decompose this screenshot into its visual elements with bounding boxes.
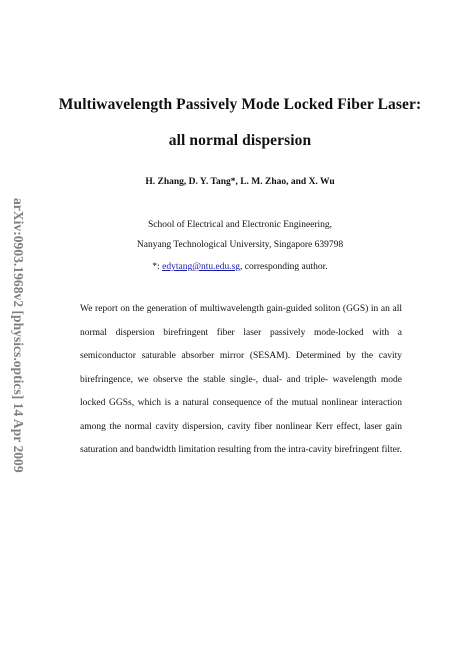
author-list: H. Zhang, D. Y. Tang*, L. M. Zhao, and X. Wu — [145, 177, 335, 187]
abstract-text: We report on the generation of multiwavelength gain-guided soliton (GGS) in an all normal dispersion birefringent fiber laser passively mode-locked with a semiconductor saturable absorber mirror (SESAM). Determined by the cavity birefringence, we observe the stable single-, dual- and triple- wavelength mode locked GGSs, which is a natural consequence of the mutual nonlinear interaction among the normal cavity dispersion, cavity fiber nonlinear Kerr effect, laser gain saturation and bandwidth limitation resulting from the intra-cavity birefringent filter. — [80, 304, 402, 455]
paper-title-line-1: Multiwavelength Passively Mode Locked Fiber Laser: — [58, 96, 422, 113]
paper-title-line-2: all normal dispersion — [168, 132, 312, 149]
corresponding-suffix: , corresponding author. — [240, 262, 328, 272]
arxiv-identifier: arXiv:0903.1968v2 [physics.optics] 14 Apr 2009 — [11, 198, 26, 473]
affiliation-line-2: Nanyang Technological University, Singapore 639798 — [136, 240, 344, 250]
corresponding-email-link[interactable]: edytang@ntu.edu.sg — [162, 262, 241, 272]
corresponding-prefix: *: — [152, 262, 163, 272]
affiliation-line-1: School of Electrical and Electronic Engineering, — [147, 220, 333, 230]
arxiv-stamp — [2, 198, 32, 548]
corresponding-author-line — [40, 262, 440, 272]
